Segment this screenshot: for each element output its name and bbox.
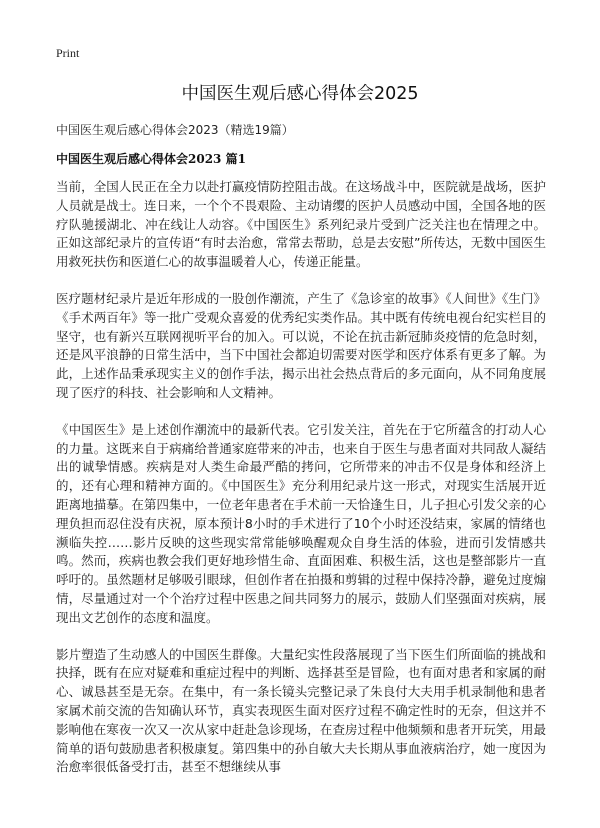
print-label: Print (56, 46, 80, 60)
paragraph-2: 医疗题材纪录片是近年形成的一股创作潮流，产生了《急诊室的故事》《人间世》《生门》《手术两百年》等一批广受观众喜爱的优秀纪实类作品。其中既有传统电视台纪实栏目的坚守，也有新兴互联网视听平台的加入。可以说，不论在抗击新冠肺炎疫情的危急时刻，还是风平浪静的日常生活中，当下中国社会都迫切需要对医学和医疗体系有更多了解。为此，上述作品秉承现实主义的创作手法，揭示出社会热点背后的多元面向，从不同角度展现了医疗的科技、社会影响和人文精神。 (56, 290, 546, 400)
paragraph-1: 当前，全国人民正在全力以赴打赢疫情防控阻击战。在这场战斗中，医院就是战场，医护人员就是战士。连日来，一个个不畏艰险、主动请缨的医护人员感动中国，全国各地的医疗队驰援湖北、冲在线让人动容。《中国医生》系列纪录片受到广泛关注也在情理之中。正如这部纪录片的宣传语“有时去治愈，常常去帮助，总是去安慰”所传达，无数中国医生用救死扶伤和医道仁心的故事温暖着人心，传递正能量。 (56, 179, 546, 270)
paragraph-4: 影片塑造了生动感人的中国医生群像。大量纪实性段落展现了当下医生们所面临的挑战和抉择，既有在应对疑难和重症过程中的判断、选择甚至是冒险，也有面对患者和家属的耐心、诚恳甚至是无奈。在集中，有一条长镜头完整记录了朱良付大夫用手机录制他和患者家属术前交流的告知确认环节，真实表现医生面对医疗过程不确定性时的无奈，但这并不影响他在寒夜一次又一次从家中赶赴急诊现场，在查房过程中他频频和患者开玩笑，用最简单的语句鼓励患者积极康复。第四集中的孙自敏大夫长期从事血液病治疗，她一度因为治愈率很低备受打击，甚至不想继续从事 (56, 646, 546, 775)
section-heading: 中国医生观后感心得体会2023 篇1 (56, 152, 246, 166)
article-body (56, 178, 546, 795)
document-title: 中国医生观后感心得体会2025 (181, 84, 419, 104)
document-subtitle: 中国医生观后感心得体会2023（精选19篇） (56, 123, 294, 137)
paragraph-3: 《中国医生》是上述创作潮流中的最新代表。它引发关注，首先在于它所蕴含的打动人心的力量。这既来自于病痛给普通家庭带来的冲击，也来自于医生与患者面对共同敌人凝结出的诚挚情感。疾病是对人类生命最严酷的拷问，它所带来的冲击不仅是身体和经济上的，还有心理和精神方面的。《中国医生》充分利用纪录片这一形式，对现实生活展开近距离地描摹。在第四集中，一位老年患者在手术前一天恰逢生日，儿子担心引发父亲的心理负担而忍住没有庆祝，原本预计8小时的手术进行了10个小时还没结束，家属的情绪也濒临失控……影片反映的这些现实常常能够唤醒观众自身生活的体验，进而引发情感共鸣。然而，疾病也教会我们更好地珍惜生命、直面困难、积极生活，这也是整部影片一直呼吁的。虽然题材足够吸引眼球，但创作者在拍摄和剪辑的过程中保持冷静，避免过度煽情，尽量通过对一个个治疗过程中医患之间共同努力的展示，鼓励人们坚强面对疾病，展现出文艺创作的态度和温度。 (56, 421, 546, 625)
